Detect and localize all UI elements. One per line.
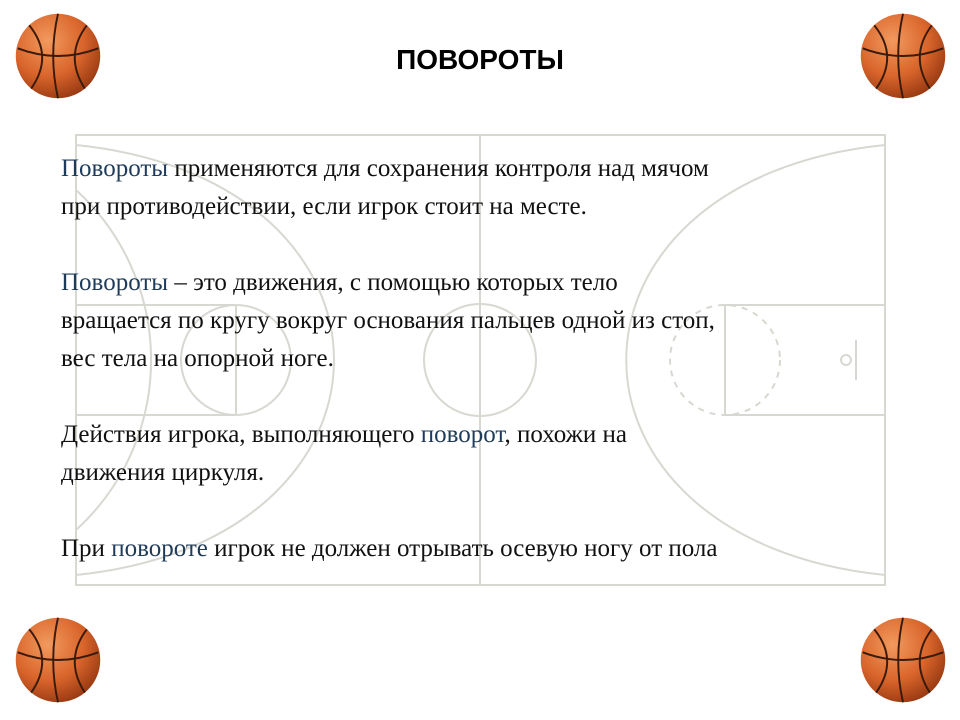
- term-highlight: повороте: [111, 535, 208, 562]
- paragraph-text: Действия игрока, выполняющего: [61, 421, 421, 448]
- basketball-icon: [10, 612, 106, 708]
- paragraph-definition: [61, 150, 911, 226]
- paragraph-text: вращается по кругу вокруг основания пальцев одной из стоп,: [61, 307, 715, 334]
- paragraph-text: вес тела на опорной ноге.: [61, 345, 334, 372]
- basketball-icon: [855, 612, 951, 708]
- term-highlight: Повороты: [61, 155, 169, 182]
- term-highlight: Повороты: [61, 269, 169, 296]
- paragraph-text: – это движения, с помощью которых тело: [168, 269, 618, 296]
- paragraph-text: , похожи на: [504, 421, 627, 448]
- paragraph-rule: [61, 530, 911, 568]
- paragraph-text: применяются для сохранения контроля над мячом: [168, 155, 709, 182]
- slide-title: ПОВОРОТЫ: [396, 44, 564, 75]
- term-highlight: поворот: [420, 421, 505, 448]
- paragraph-text: игрок не должен отрывать осевую ногу от пола: [207, 535, 718, 562]
- paragraph-comparison: [61, 416, 911, 492]
- paragraph-text: при противодействии, если игрок стоит на месте.: [61, 193, 587, 220]
- paragraph-text: движения циркуля.: [61, 459, 265, 486]
- paragraph-text: При: [61, 535, 112, 562]
- slide-body: [61, 150, 911, 606]
- paragraph-description: [61, 264, 911, 378]
